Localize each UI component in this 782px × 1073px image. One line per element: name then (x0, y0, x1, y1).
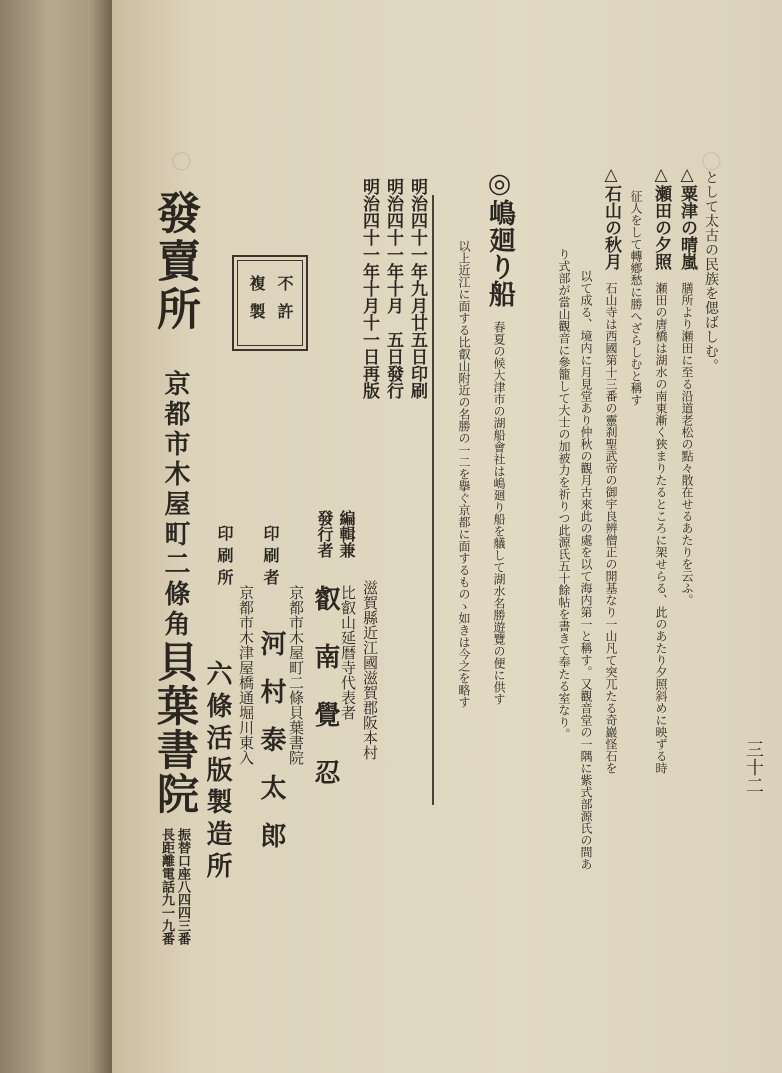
section-text: 石山寺は西國第十三番の靈刹聖武帝の御宇良辨僧正の開基なり一山凡て突兀たる奇巖怪石を (604, 282, 618, 774)
section-heading: △石山の秋月 (601, 165, 621, 270)
section-heading: ◎嶋廻り船 (484, 168, 515, 307)
copyright-stamp (232, 255, 308, 351)
body-column-3 (652, 165, 669, 774)
reprint-date: 明治四十一年十月十一日再版 (359, 178, 379, 399)
body-column-8 (486, 168, 513, 705)
body-column-2 (678, 165, 695, 606)
seller-heading: 發賣所 (149, 190, 200, 334)
body-column-7: り式部が當山觀音に參籠して大士の加被力を祈りつ此源氏五十餘帖を書きて奉たる室なり。 (557, 248, 571, 740)
publisher-label: 發行者 (315, 510, 334, 558)
seller-account: 振替口座八四四三番 (175, 828, 190, 945)
section-text: 瀬田の唐橋は湖水の南東漸く狹まりたるところに架せらる、此のあたり夕照斜めに映ずる時 (654, 282, 668, 774)
bleed-through-mark: ◯ (171, 150, 192, 171)
seller-address: 京都市木屋町二條角 (160, 370, 190, 640)
body-column-6: 以て成る、境内に月見堂あり仲秋の觀月古來此の處を以て海内第一と稱す。又觀音堂の一隅に紫式部源氏の間あ (579, 270, 593, 870)
editor-address-2: 比叡山延暦寺代表者 (339, 585, 357, 720)
body-column-5 (602, 165, 619, 774)
body-column-9: 以上近江に面する比叡山附近の名勝の一二を擧ぐ京都に面するものゝ如きは今之を略す (457, 240, 471, 708)
book-spine-shadow (0, 0, 112, 1073)
section-heading: △瀬田の夕照 (651, 165, 671, 270)
printer-label: 印刷者 (261, 525, 280, 591)
seller-name: 貝葉書院 (151, 640, 200, 816)
editor-name: 叡南覺忍 (310, 585, 340, 817)
section-text: 膳所より瀬田に至る沿道老松の點々散在せるあたりを云ふ。 (680, 282, 694, 606)
seller-phone: 長距離電話九一九番 (159, 828, 174, 945)
section-heading: △粟津の晴嵐 (677, 165, 697, 270)
printshop-name: 六條活版製造所 (202, 660, 232, 884)
bleed-through-mark: ◯ (701, 150, 722, 171)
editor-label: 編輯兼 (337, 510, 356, 558)
page-number: 三十二 (743, 740, 764, 794)
printer-name: 河村泰太郎 (256, 630, 286, 870)
body-column-4: 征人をして轉鄕愁に勝へざらしむと稱す (629, 190, 643, 406)
body-column-1: として太古の民族を偲ばしむ。 (703, 170, 719, 373)
editor-address-1: 滋賀縣近江國滋賀郡阪本村 (361, 580, 379, 760)
section-text: 春夏の候大津市の湖船會社は嶋廻り船を艤して湖水名勝遊覽の便に供す (492, 321, 506, 705)
publish-date: 明治四十一年十月 五日發行 (383, 178, 403, 399)
seller-contact (150, 828, 200, 978)
print-date: 明治四十一年九月廿五日印刷 (407, 178, 427, 399)
stamp-text-right: 不許 (275, 275, 294, 331)
colophon-divider (432, 195, 434, 805)
printshop-address: 京都市木津屋橋通堀川東入 (237, 585, 255, 765)
printshop-label: 印刷所 (215, 525, 234, 591)
printer-address: 京都市木屋町二條貝葉書院 (287, 585, 305, 765)
stamp-text-left: 複製 (247, 275, 266, 331)
book-page (112, 0, 782, 1073)
